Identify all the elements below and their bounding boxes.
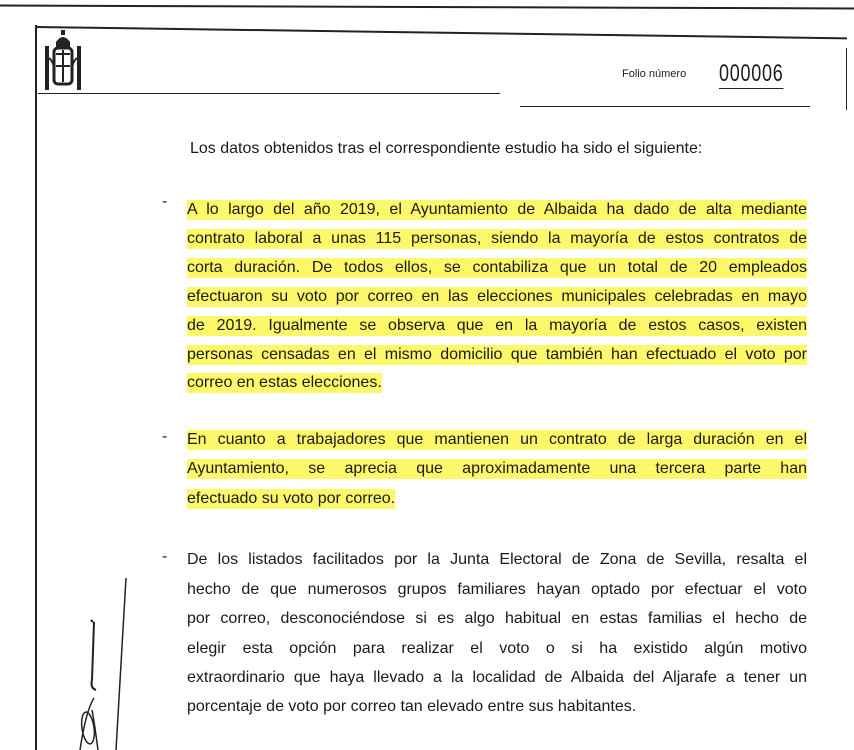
bullet-1-line: corta duración. De todos ellos, se contabiliza que un total de 20 empleados [187, 259, 807, 276]
bullet-2-line: En cuanto a trabajadores que mantienen un contrato de larga duración en el [187, 431, 807, 448]
bullet-1-line: efectuaron su voto por correo en las elecciones municipales celebradas en mayo [187, 288, 807, 305]
folio-number: 000006 [719, 60, 784, 87]
bullet-3-line: porcentaje de voto por correo tan elevado entre sus habitantes. [187, 698, 637, 715]
bullet-1-line: de 2019. Igualmente se observa que en la mayoría de estos casos, existen [187, 317, 807, 334]
folio-label: Folio número [622, 68, 687, 80]
bullet-3-line: hecho de que numerosos grupos familiares hayan optado por efectuar el voto [187, 581, 807, 598]
header-top-rule [35, 26, 847, 39]
handwritten-signature [60, 570, 140, 750]
bullet-dash: - [162, 548, 168, 565]
bullet-1-line: contrato laboral a unas 115 personas, siendo la mayoría de estos contratos de [187, 230, 807, 247]
left-page-edge [35, 25, 37, 750]
bullet-1-line: A lo largo del año 2019, el Ayuntamiento de Albaida ha dado de alta mediante [187, 201, 807, 218]
bullet-3-line: elegir esta opción para realizar el voto o si ha existido algún motivo [187, 640, 807, 657]
bullet-3-line: De los listados facilitados por la Junta Electoral de Zona de Sevilla, resalta el [187, 551, 807, 568]
coat-of-arms-logo [42, 30, 84, 92]
intro-text: Los datos obtenidos tras el correspondiente estudio ha sido el siguiente: [190, 140, 703, 157]
bullet-dash: - [162, 428, 168, 445]
bullet-1-line: correo en estas elecciones. [187, 374, 382, 391]
right-header-edge [846, 48, 847, 110]
top-scan-edge [0, 5, 854, 10]
bullet-1-line: personas censadas en el mismo domicilio que también han efectuado el voto por [187, 346, 807, 363]
header-bottom-rule [38, 93, 500, 94]
bullet-3-line: extraordinario que haya llevado a la localidad de Albaida del Aljarafe a tener un [187, 669, 807, 686]
bullet-3-line: por correo, desconociéndose si es algo habitual en estas familias el hecho de [187, 610, 807, 627]
bullet-2-line: Ayuntamiento, se aprecia que aproximadamente una tercera parte han [187, 460, 807, 477]
bullet-dash: - [162, 193, 168, 210]
bullet-2-line: efectuado su voto por correo. [187, 490, 396, 507]
header-bottom-rule-2 [520, 106, 810, 107]
